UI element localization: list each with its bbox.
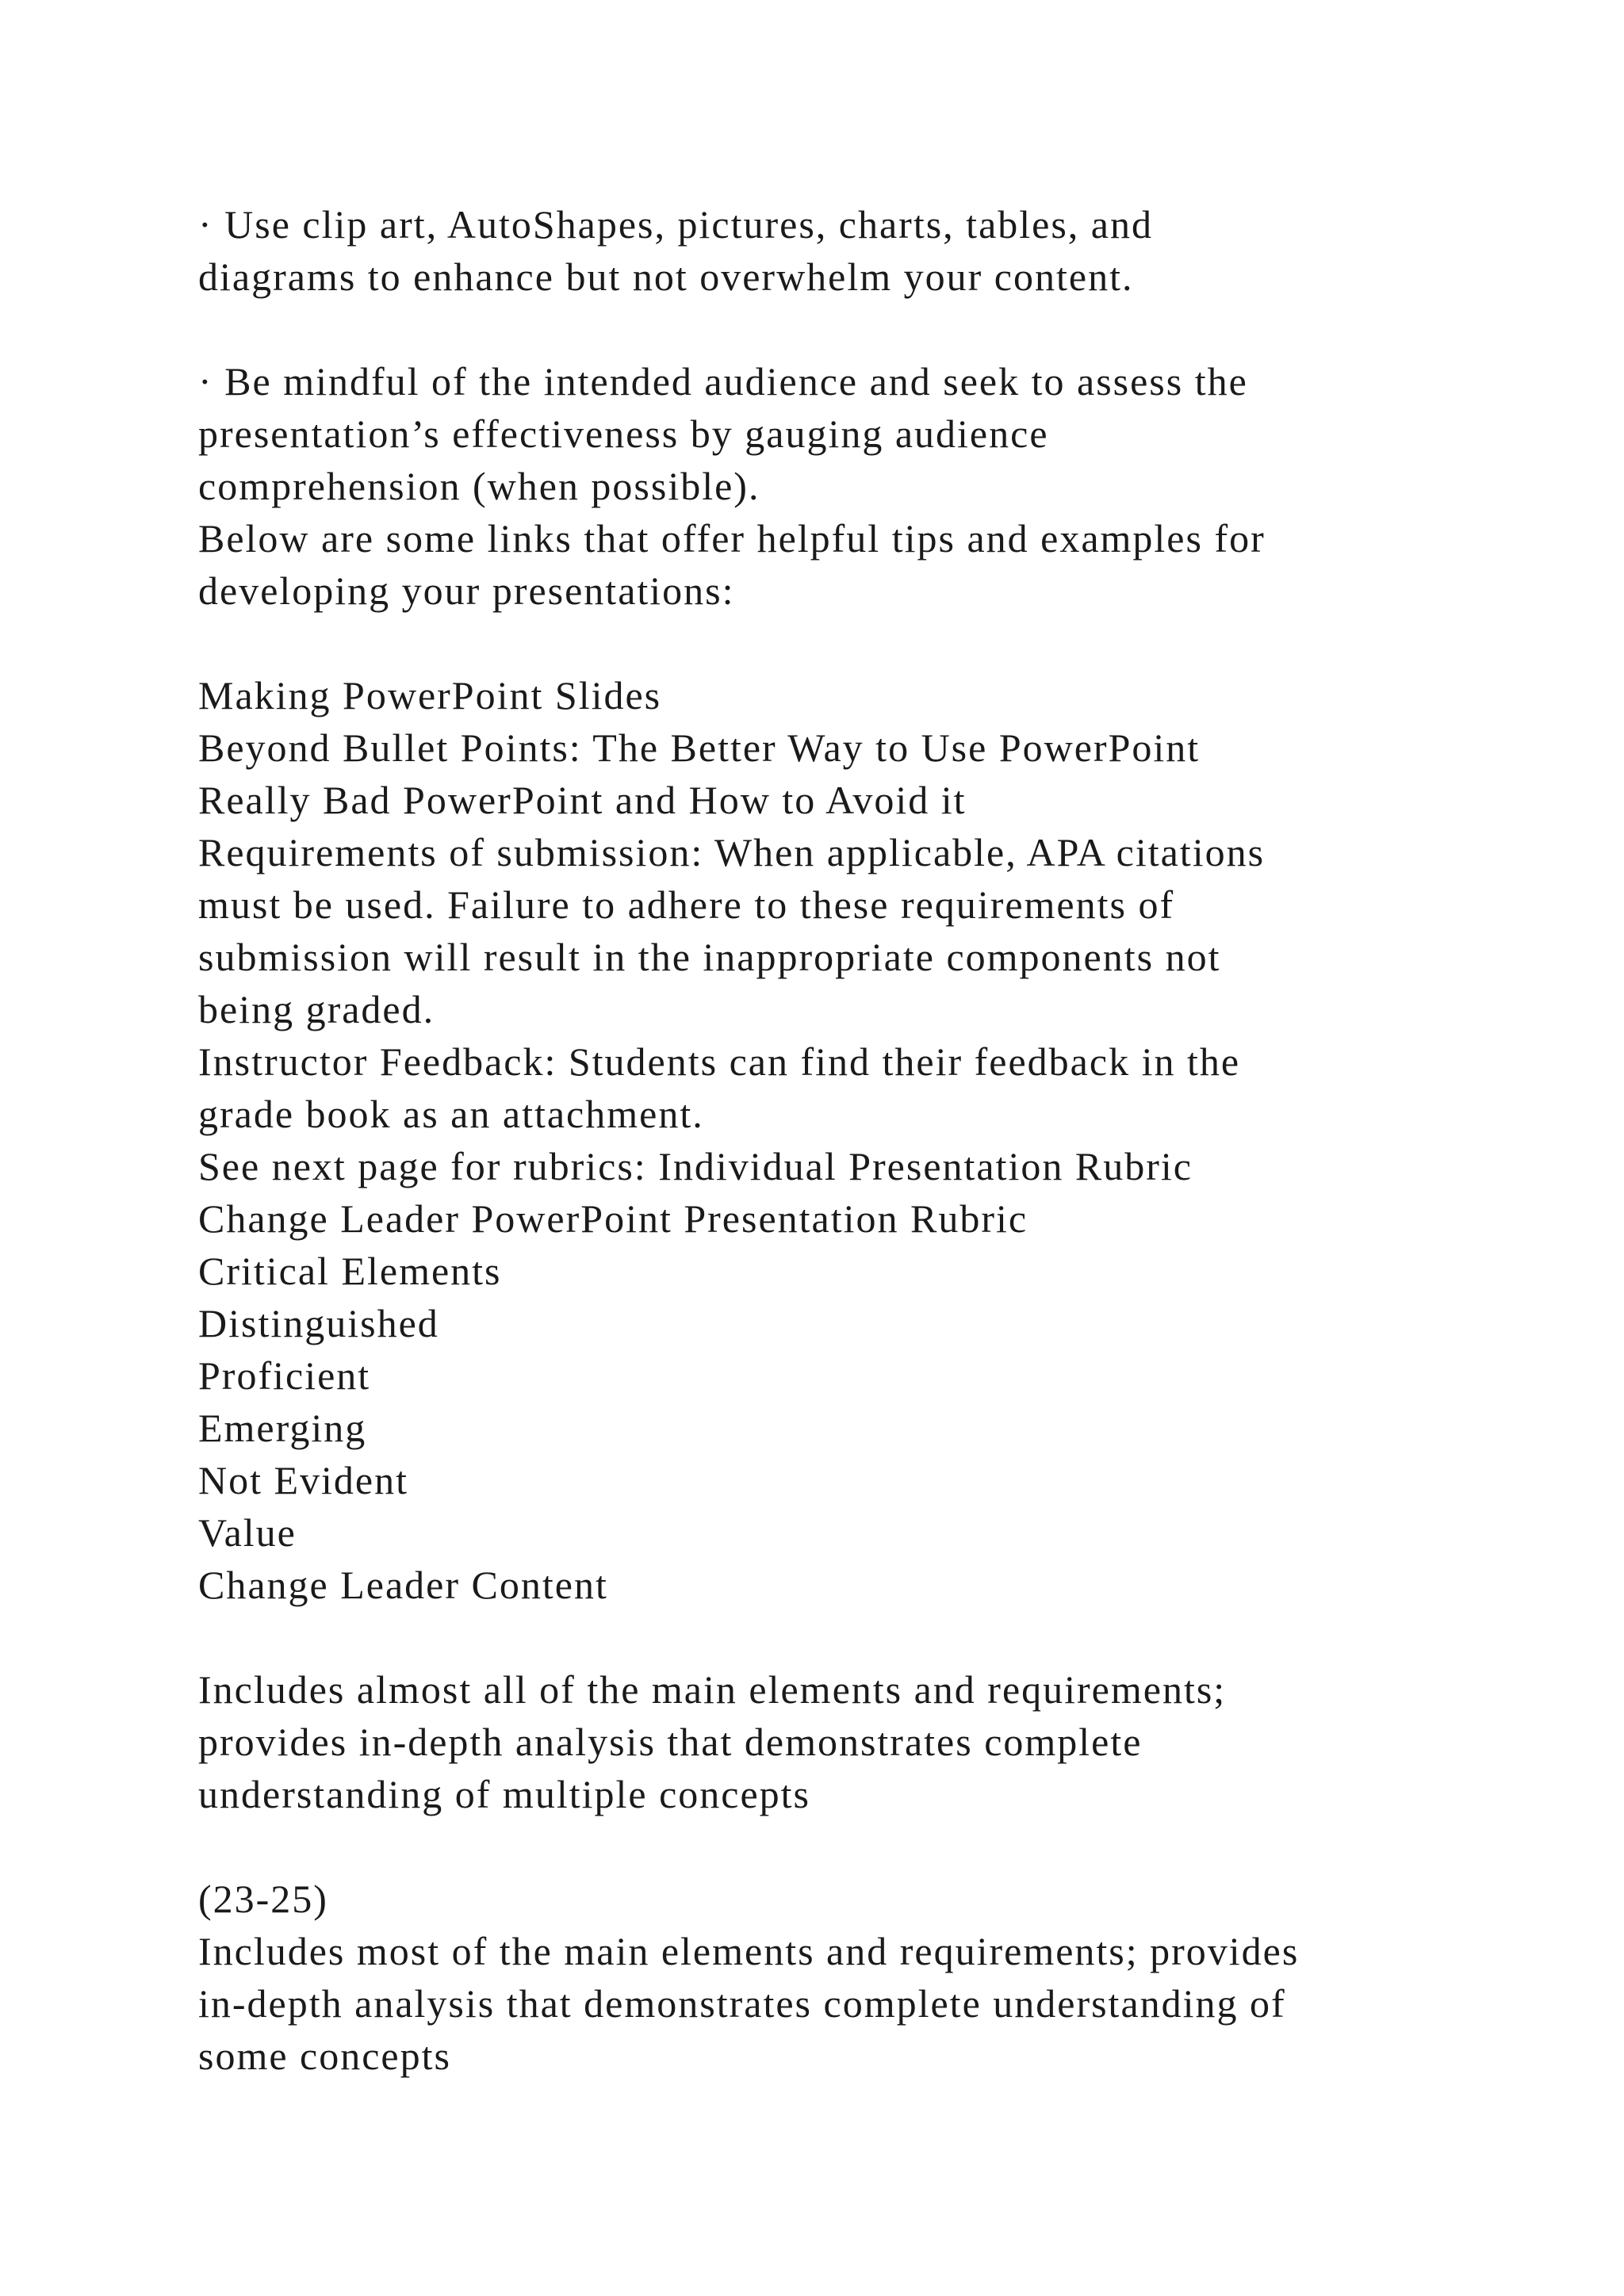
text-line: being graded.	[198, 987, 435, 1031]
text-line: Includes almost all of the main elements and requirements;	[198, 1667, 1227, 1712]
text-line: in-depth analysis that demonstrates complete understanding of	[198, 1981, 1286, 2026]
text-line: provides in-depth analysis that demonstrates complete	[198, 1720, 1143, 1764]
rubric-header-not-evident: Not Evident	[198, 1458, 409, 1502]
text-line: some concepts	[198, 2034, 451, 2078]
text-line: See next page for rubrics: Individual Presentation Rubric	[198, 1144, 1193, 1188]
text-line: comprehension (when possible).	[198, 464, 760, 508]
text-line: presentation’s effectiveness by gauging audience	[198, 411, 1049, 456]
text-line: Requirements of submission: When applicable, APA citations	[198, 830, 1266, 874]
text-line: Below are some links that offer helpful tips and examples for	[198, 516, 1266, 561]
rubric-title: Change Leader PowerPoint Presentation Rubric	[198, 1196, 1028, 1241]
text-line: · Use clip art, AutoShapes, pictures, charts, tables, and	[198, 202, 1153, 247]
text-line: understanding of multiple concepts	[198, 1772, 811, 1816]
text-line: diagrams to enhance but not overwhelm your content.	[198, 254, 1134, 299]
points-range: (23-25)	[198, 1877, 328, 1921]
blank-line	[198, 1611, 1499, 1663]
rubric-header-distinguished: Distinguished	[198, 1301, 439, 1345]
blank-line	[198, 303, 1499, 355]
rubric-row-change-leader-content: Change Leader Content	[198, 1563, 608, 1607]
text-line: must be used. Failure to adhere to these requirements of	[198, 882, 1175, 927]
text-line: submission will result in the inappropriate components not	[198, 935, 1221, 979]
link-really-bad-powerpoint[interactable]: Really Bad PowerPoint and How to Avoid it	[198, 778, 967, 822]
text-line: · Be mindful of the intended audience and seek to assess the	[198, 359, 1248, 404]
rubric-header-emerging: Emerging	[198, 1406, 367, 1450]
text-line: Instructor Feedback: Students can find their feedback in the	[198, 1039, 1241, 1084]
link-making-powerpoint-slides[interactable]: Making PowerPoint Slides	[198, 673, 662, 718]
rubric-header-value: Value	[198, 1510, 297, 1555]
text-line: grade book as an attachment.	[198, 1092, 704, 1136]
blank-line	[198, 617, 1499, 669]
link-beyond-bullet-points[interactable]: Beyond Bullet Points: The Better Way to Use PowerPoint	[198, 725, 1201, 770]
text-line: developing your presentations:	[198, 568, 735, 613]
document-body	[198, 198, 1499, 2082]
rubric-header-critical-elements: Critical Elements	[198, 1249, 502, 1293]
text-line: Includes most of the main elements and requirements; provides	[198, 1929, 1300, 1973]
rubric-header-proficient: Proficient	[198, 1353, 371, 1398]
blank-line	[198, 1820, 1499, 1873]
